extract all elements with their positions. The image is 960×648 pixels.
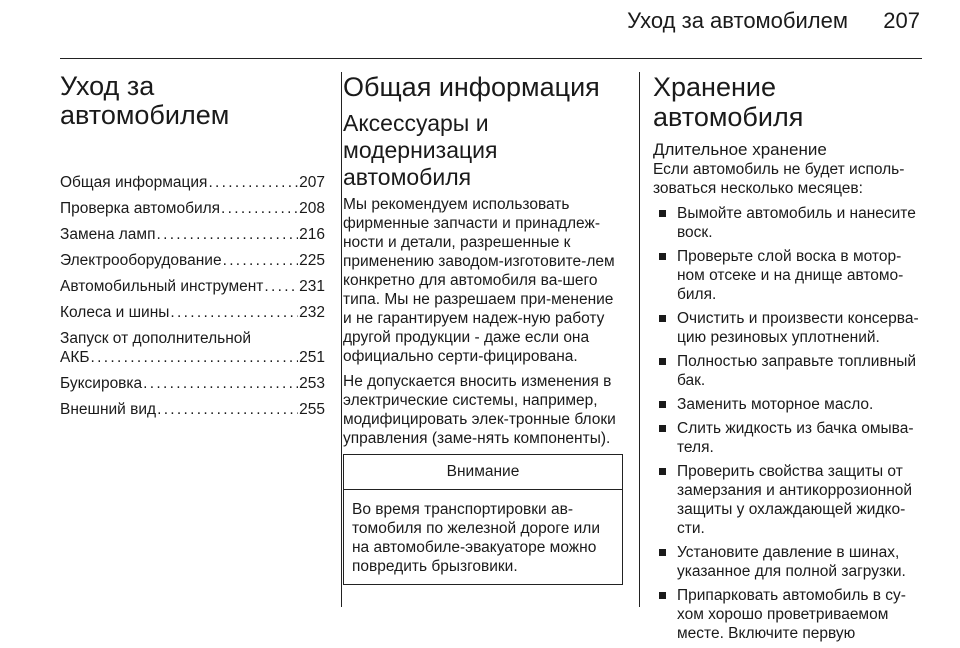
paragraph: Не допускается вносить изменения в электрические системы, например, модифицировать элек-тронные блоки управления (заме-нять компоненты). — [343, 373, 616, 447]
list-item: Полностью заправьте топливный бак. — [653, 352, 923, 390]
bullet-icon — [659, 315, 666, 322]
list-item: Припарковать автомобиль в су-хом хорошо проветриваемом месте. Включите первую — [653, 586, 923, 643]
list-item: Установите давление в шинах, указанное для полной загрузки. — [653, 543, 923, 581]
toc-item[interactable] — [60, 251, 325, 270]
section-heading: Хранение автомобиля — [653, 72, 804, 132]
toc-item-label: Автомобильный инструмент — [60, 278, 264, 295]
bullet-icon — [659, 468, 666, 475]
toc-item-page: 231 — [299, 278, 325, 295]
paragraph: Если автомобиль не будет исполь-зоваться несколько месяцев: — [653, 161, 905, 197]
toc-item-label: Замена ламп — [60, 226, 156, 243]
toc-item-page: 225 — [299, 252, 325, 269]
toc-item-label: АКБ — [60, 349, 90, 366]
section-heading: Общая информация — [343, 72, 600, 102]
toc-item-label: Буксировка — [60, 375, 143, 392]
storage-column — [653, 72, 923, 648]
list-item: Заменить моторное масло. — [653, 395, 923, 414]
toc-item[interactable] — [60, 303, 325, 322]
toc-item[interactable] — [60, 199, 325, 218]
list-item: Очистить и произвести консерва-цию резиновых уплотнений. — [653, 309, 923, 347]
notice-text: Во время транспортировки ав-томобиля по железной дороге или на автомобиле-эвакуаторе можно повредить брызговики. — [352, 501, 600, 575]
header-divider — [60, 58, 922, 59]
toc-item[interactable] — [60, 329, 325, 367]
toc-item-page: 207 — [299, 174, 325, 191]
bullet-icon — [659, 425, 666, 432]
toc-item-page: 251 — [299, 349, 325, 366]
toc-item-label: Проверка автомобиля — [60, 200, 221, 217]
paragraph: Мы рекомендуем использовать фирменные запчасти и принадлеж-ности и детали, разрешенные к применению заводом-изготовите-лем конкретно для автомобиля ва-шего типа. Мы не разрешаем при-менение и не гарантируем надеж-ную работу другой продукции - даже если она официально серти-фицирована. — [343, 196, 615, 365]
bullet-icon — [659, 401, 666, 408]
notice-title: Внимание — [344, 455, 622, 490]
column-divider — [639, 72, 640, 607]
notice-box — [343, 454, 623, 585]
header-title: Уход за автомобилем — [627, 8, 848, 33]
page-number: 207 — [883, 8, 920, 33]
toc-item[interactable] — [60, 400, 325, 419]
toc-item-label: Общая информация — [60, 174, 208, 191]
toc-item-page: 253 — [299, 375, 325, 392]
bullet-icon — [659, 210, 666, 217]
bullet-list — [653, 204, 923, 643]
list-item: Вымойте автомобиль и нанесите воск. — [653, 204, 923, 242]
toc-item[interactable] — [60, 173, 325, 192]
toc-item[interactable] — [60, 277, 325, 296]
bullet-icon — [659, 358, 666, 365]
toc-item[interactable] — [60, 225, 325, 244]
general-info-column — [343, 72, 623, 585]
bullet-icon — [659, 253, 666, 260]
toc-item-label: Колеса и шины — [60, 304, 170, 321]
toc-item-page: 255 — [299, 401, 325, 418]
toc-item-label: Электрооборудование — [60, 252, 222, 269]
toc-title: Уход за автомобилем — [60, 71, 230, 130]
toc-item-label: Внешний вид — [60, 401, 157, 418]
toc-list — [60, 173, 325, 419]
column-divider — [341, 72, 342, 607]
toc-column — [60, 72, 325, 426]
bullet-icon — [659, 592, 666, 599]
list-item: Проверьте слой воска в мотор-ном отсеке и на днище автомо-биля. — [653, 247, 923, 304]
toc-item-page: 216 — [299, 226, 325, 243]
toc-item-page: 232 — [299, 304, 325, 321]
toc-item-label: Запуск от дополнительной — [60, 330, 252, 347]
list-item: Проверить свойства защиты от замерзания и антикоррозионной защиты у охлаждающей жидко-сти. — [653, 462, 923, 538]
subsection-heading: Аксессуары и модернизация автомобиля — [343, 110, 498, 190]
bullet-icon — [659, 549, 666, 556]
subsection-heading: Длительное хранение — [653, 140, 827, 159]
toc-item-page: 208 — [299, 200, 325, 217]
toc-item[interactable] — [60, 374, 325, 393]
list-item: Слить жидкость из бачка омыва-теля. — [653, 419, 923, 457]
